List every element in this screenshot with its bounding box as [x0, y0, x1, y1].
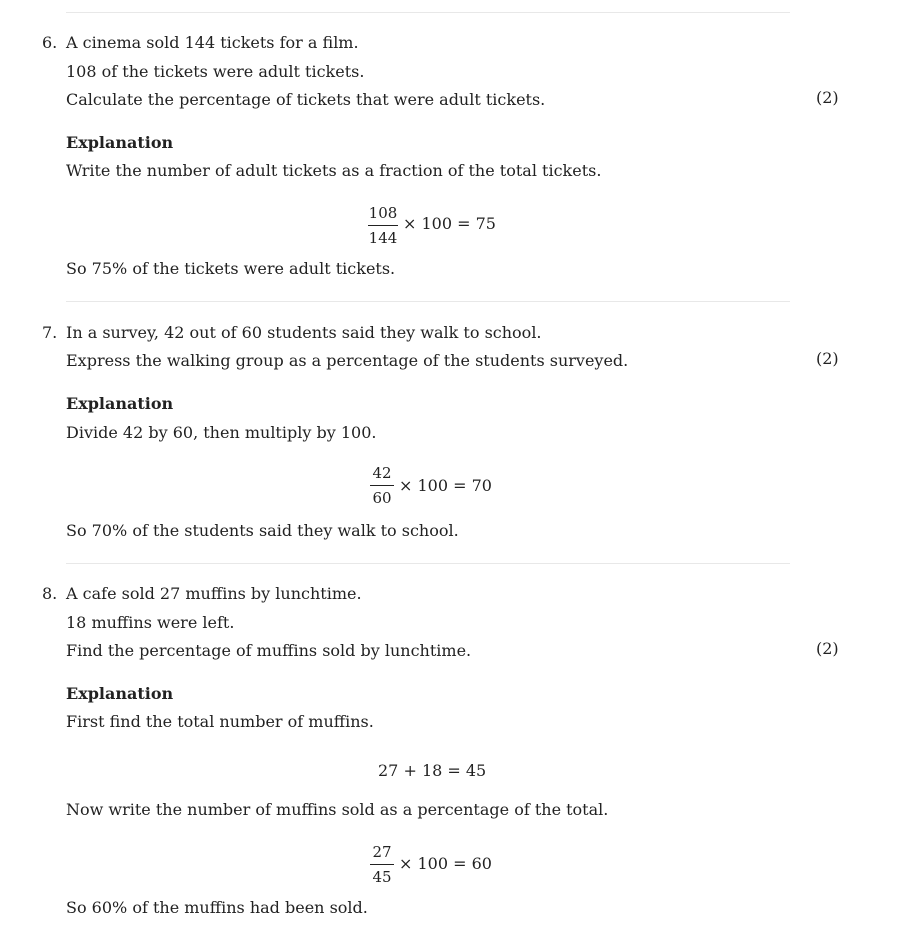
question-number: 8.	[42, 584, 58, 603]
divider	[66, 563, 790, 564]
question-line: Calculate the percentage of tickets that were adult tickets.	[66, 90, 546, 109]
fraction	[370, 463, 394, 508]
equation-rest: × 100 = 60	[399, 854, 492, 873]
fraction-bar	[368, 225, 398, 226]
sum-equation: 27 + 18 = 45	[378, 761, 487, 780]
explanation-text: First find the total number of muffins.	[66, 712, 374, 731]
explanation-heading: Explanation	[66, 133, 174, 152]
divider	[66, 301, 790, 302]
marks: (2)	[816, 639, 839, 658]
fraction-denominator: 45	[372, 868, 392, 886]
fraction-denominator: 144	[368, 229, 398, 247]
conclusion: So 60% of the muffins had been sold.	[66, 898, 368, 917]
fraction	[368, 203, 398, 248]
question-line: In a survey, 42 out of 60 students said they walk to school.	[66, 323, 542, 342]
question-line: 18 muffins were left.	[66, 613, 235, 632]
conclusion: So 70% of the students said they walk to school.	[66, 521, 459, 540]
conclusion: So 75% of the tickets were adult tickets.	[66, 259, 396, 278]
question-line: A cafe sold 27 muffins by lunchtime.	[66, 584, 362, 603]
fraction	[370, 842, 394, 887]
explanation-heading: Explanation	[66, 394, 174, 413]
question-line: 108 of the tickets were adult tickets.	[66, 62, 365, 81]
explanation-heading: Explanation	[66, 684, 174, 703]
marks: (2)	[816, 88, 839, 107]
question-line: Find the percentage of muffins sold by lunchtime.	[66, 641, 472, 660]
fraction-bar	[370, 485, 394, 486]
explanation-text: Write the number of adult tickets as a fraction of the total tickets.	[66, 161, 602, 180]
question-line: A cinema sold 144 tickets for a film.	[66, 33, 359, 52]
fraction-denominator: 60	[372, 489, 392, 507]
fraction-numerator: 27	[372, 843, 392, 861]
fraction-numerator: 108	[368, 204, 398, 222]
explanation-text-2: Now write the number of muffins sold as a percentage of the total.	[66, 800, 609, 819]
question-number: 6.	[42, 33, 58, 52]
equation-rest: × 100 = 70	[399, 476, 492, 495]
explanation-text: Divide 42 by 60, then multiply by 100.	[66, 423, 377, 442]
equation-rest: × 100 = 75	[403, 214, 496, 233]
fraction-bar	[370, 864, 394, 865]
marks: (2)	[816, 349, 839, 368]
question-line: Express the walking group as a percentage of the students surveyed.	[66, 351, 629, 370]
question-number: 7.	[42, 323, 58, 342]
divider	[66, 12, 790, 13]
fraction-numerator: 42	[372, 464, 392, 482]
